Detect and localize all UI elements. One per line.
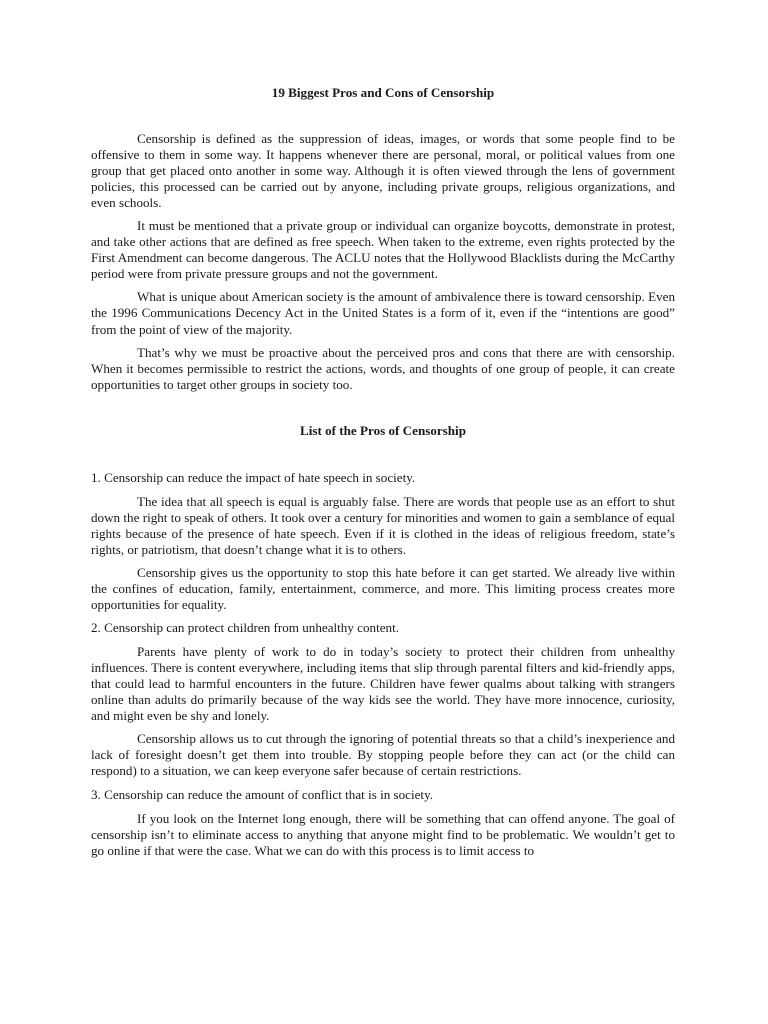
page-content bbox=[91, 85, 675, 866]
pro-2-heading: 2. Censorship can protect children from unhealthy content. bbox=[91, 620, 399, 636]
pro-1-heading: 1. Censorship can reduce the impact of hate speech in society. bbox=[91, 469, 416, 485]
pro-1-paragraph-2: Censorship gives us the opportunity to stop this hate before it can get started. We already live within the confines of education, family, entertainment, commerce, and more. This limiting process creates more opportunities for equality. bbox=[91, 564, 675, 613]
pro-3-heading: 3. Censorship can reduce the amount of conflict that is in society. bbox=[91, 786, 434, 802]
intro-paragraph-3: What is unique about American society is the amount of ambivalence there is toward censorship. Even the 1996 Communications Decency Act in the United States is a form of it, even if the “intentions are good” from the point of view of the majority. bbox=[91, 289, 675, 337]
pro-2-paragraph-1: Parents have plenty of work to do in today’s society to protect their children from unhealthy influences. There is content everywhere, including items that slip through parental filters and kid-friendly apps, that could lead to harmful encounters in the future. Children have fewer qualms about talking with strangers online than adults do primarily because of the way kids see the world. They have more innocence, curiosity, and might even be shy and lonely. bbox=[91, 644, 675, 724]
pro-3-paragraph-1: If you look on the Internet long enough, there will be something that can offend anyone. The goal of censorship isn’t to eliminate access to anything that anyone might find to be problematic. We wouldn’t get to go online if that were the case. What we can do with this process is to limit access to bbox=[91, 810, 675, 858]
pros-section-heading: List of the Pros of Censorship bbox=[300, 422, 466, 438]
pro-2-paragraph-2: Censorship allows us to cut through the ignoring of potential threats so that a child’s inexperience and lack of foresight doesn’t get them into trouble. By stopping people before they can act (or the child can respond) to a situation, we can keep everyone safer because of certain restrictions. bbox=[91, 731, 675, 779]
intro-paragraph-2: It must be mentioned that a private group or individual can organize boycotts, demonstrate in protest, and take other actions that are defined as free speech. When taken to the extreme, even rights protected by the First Amendment can become dangerous. The ACLU notes that the Hollywood Blacklists during the McCarthy period were from private pressure groups and not the government. bbox=[91, 218, 675, 282]
intro-paragraph-4: That’s why we must be proactive about the perceived pros and cons that there are with censorship. When it becomes permissible to restrict the actions, words, and thoughts of one group of people, it can create opportunities to target other groups in society too. bbox=[91, 344, 675, 392]
pro-1-paragraph-1: The idea that all speech is equal is arguably false. There are words that people use as an effort to shut down the right to speak of others. It took over a century for minorities and women to gain a semblance of equal rights because of the presence of hate speech. Even if it is clothed in the ideas of religious freedom, state’s rights, or patriotism, that doesn’t change what it is to others. bbox=[91, 493, 675, 557]
intro-paragraph-1: Censorship is defined as the suppression of ideas, images, or words that some people find to be offensive to them in some way. It happens whenever there are personal, moral, or political values from one group that get placed onto another in some way. Although it is often viewed through the lens of government policies, this processed can be carried out by anyone, including private groups, religious organizations, and even schools. bbox=[91, 131, 675, 211]
document-title: 19 Biggest Pros and Cons of Censorship bbox=[271, 85, 495, 100]
